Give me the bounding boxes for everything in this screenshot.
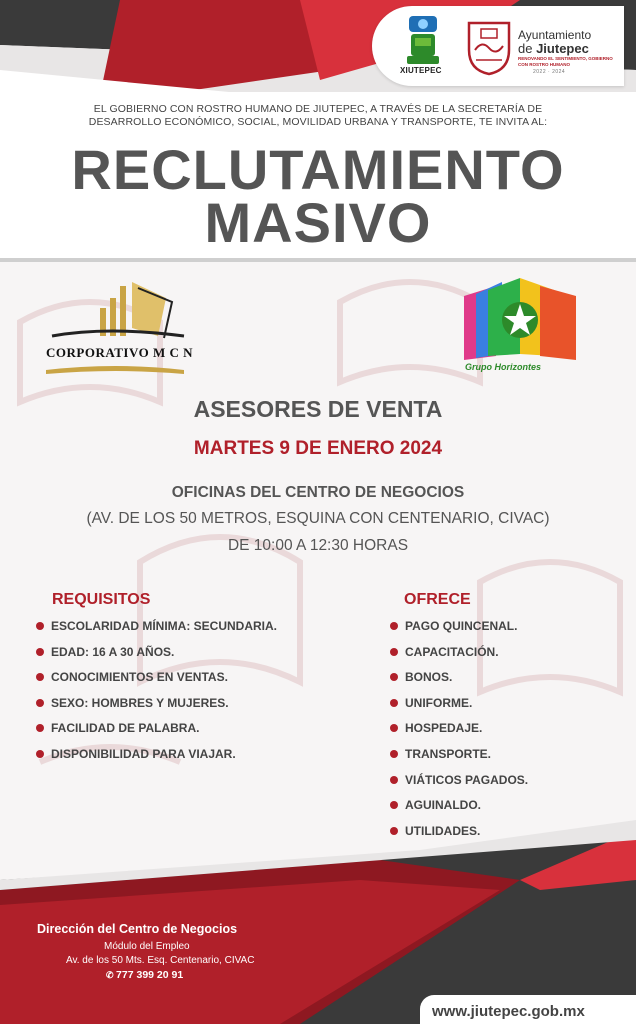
footer-phone-line — [106, 969, 183, 981]
bullet-icon — [390, 673, 398, 681]
ayuntamiento-prefix: de — [518, 41, 537, 56]
intro-line2: DESARROLLO ECONÓMICO, SOCIAL, MOVILIDAD URBANA Y TRANSPORTE, TE INVITA AL: — [88, 116, 548, 128]
ayuntamiento-city: Jiutepec — [536, 41, 589, 56]
bullet-icon — [36, 750, 44, 758]
ayuntamiento-slogan: RENOVANDO EL SENTIMIENTO, GOBIERNO CON ROSTRO HUMANO — [518, 56, 613, 67]
corporativo-mcn-logo-icon — [48, 278, 188, 348]
ayuntamiento-line2 — [518, 41, 589, 56]
bullet-icon — [36, 673, 44, 681]
location-address: (AV. DE LOS 50 METROS, ESQUINA CON CENTENARIO, CIVAC) — [86, 510, 550, 527]
grupo-horizontes-logo-icon — [462, 276, 580, 364]
list-item: FACILIDAD DE PALABRA. — [36, 720, 277, 746]
requisitos-heading: REQUISITOS — [52, 591, 151, 608]
list-item: VIÁTICOS PAGADOS. — [390, 772, 541, 798]
bullet-icon — [390, 648, 398, 656]
location-name: OFICINAS DEL CENTRO DE NEGOCIOS — [171, 484, 465, 501]
intro-line1: EL GOBIERNO CON ROSTRO HUMANO DE JIUTEPEC, A TRAVÉS DE LA SECRETARÍA DE — [93, 103, 543, 115]
xiutepec-logo-icon — [405, 14, 441, 66]
corporativo-mcn-label: CORPORATIVO M C N — [46, 345, 194, 360]
event-date: MARTES 9 DE ENERO 2024 — [193, 438, 443, 459]
website-link[interactable]: www.jiutepec.gob.mx — [432, 1003, 585, 1020]
location-hours: DE 10:00 A 12:30 HORAS — [227, 537, 409, 554]
list-item: TRANSPORTE. — [390, 746, 541, 772]
position-title: ASESORES DE VENTA — [193, 396, 443, 422]
bullet-icon — [36, 699, 44, 707]
footer-phone: 777 399 20 91 — [116, 969, 184, 981]
bullet-icon — [390, 699, 398, 707]
bullet-icon — [390, 622, 398, 630]
list-item: BONOS. — [390, 669, 541, 695]
list-item: EDAD: 16 A 30 AÑOS. — [36, 644, 277, 670]
footer-address: Av. de los 50 Mts. Esq. Centenario, CIVAC — [66, 955, 255, 966]
title-line2: MASIVO — [204, 191, 432, 254]
bullet-icon — [390, 776, 398, 784]
list-item: PAGO QUINCENAL. — [390, 618, 541, 644]
list-item: AGUINALDO. — [390, 797, 541, 823]
list-item: CONOCIMIENTOS EN VENTAS. — [36, 669, 277, 695]
intro-text — [40, 103, 596, 129]
xiutepec-label: XIUTEPEC — [400, 66, 442, 75]
bullet-icon — [390, 750, 398, 758]
footer-office: Dirección del Centro de Negocios — [37, 922, 238, 936]
ofrece-heading: OFRECE — [404, 591, 471, 608]
list-item: ESCOLARIDAD MÍNIMA: SECUNDARIA. — [36, 618, 277, 644]
title-line1: RECLUTAMIENTO — [71, 138, 565, 201]
list-item: UTILIDADES. — [390, 823, 541, 849]
bullet-icon — [36, 724, 44, 732]
list-item: DISPONIBILIDAD PARA VIAJAR. — [36, 746, 277, 772]
bullet-icon — [36, 622, 44, 630]
list-item: UNIFORME. — [390, 695, 541, 721]
bullet-icon — [390, 724, 398, 732]
mcn-underline-icon — [46, 364, 184, 376]
list-item: CAPACITACIÓN. — [390, 644, 541, 670]
ayuntamiento-years: 2022 · 2024 — [533, 69, 566, 75]
ayuntamiento-line1: Ayuntamiento — [518, 28, 592, 42]
list-item: SEXO: HOMBRES Y MUJERES. — [36, 695, 277, 721]
phone-icon: ✆ — [106, 970, 117, 980]
ayuntamiento-shield-icon — [466, 20, 512, 76]
footer-module: Módulo del Empleo — [104, 941, 190, 952]
bullet-icon — [390, 801, 398, 809]
bullet-icon — [36, 648, 44, 656]
list-item: HOSPEDAJE. — [390, 720, 541, 746]
grupo-horizontes-label: Grupo Horizontes — [465, 362, 541, 372]
page-title — [0, 138, 636, 254]
requisitos-list — [36, 618, 277, 772]
